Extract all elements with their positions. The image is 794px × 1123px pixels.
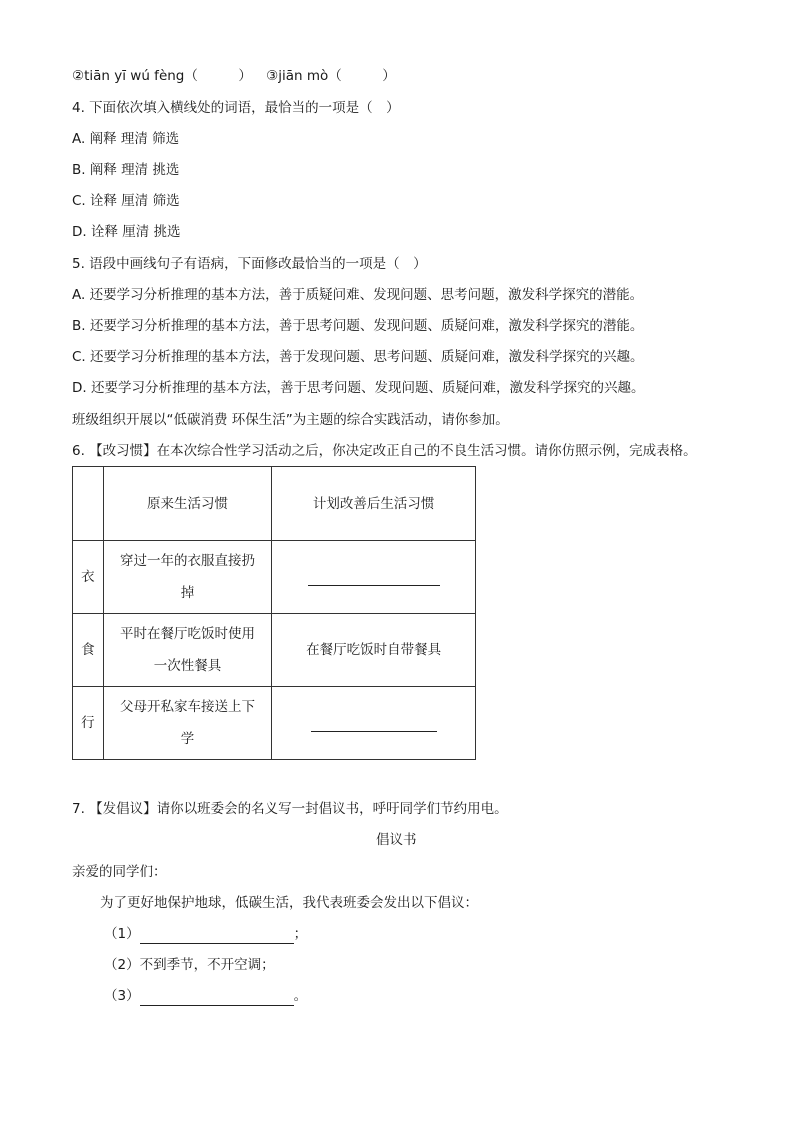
answer-blank-clothing[interactable]: [308, 569, 440, 586]
q4-option-c[interactable]: C. 诠释 厘清 筛选: [72, 193, 180, 209]
row-original-clothing: 穿过一年的衣服直接扔掉: [120, 553, 255, 601]
item-1-punct: ；: [293, 926, 308, 942]
table-header-corner: [73, 467, 104, 541]
q4-option-b[interactable]: B. 阐释 理清 挑选: [72, 162, 180, 178]
q3-row: [72, 66, 396, 86]
item-1-number: （1）: [104, 926, 140, 942]
q5-option-d[interactable]: D. 还要学习分析推理的基本方法，善于思考问题、发现问题、质疑问难，激发科学探究的兴趣。: [72, 380, 645, 396]
proposal-title: 倡议书: [376, 832, 417, 848]
item-3-number: （3）: [104, 988, 140, 1004]
answer-blank-item-1[interactable]: [140, 929, 294, 944]
item-3-punct: 。: [293, 988, 308, 1004]
row-label-clothing: 衣: [73, 541, 104, 614]
q5-option-c[interactable]: C. 还要学习分析推理的基本方法，善于发现问题、思考问题、质疑问难，激发科学探究的兴趣。: [72, 349, 644, 365]
row-label-food: 食: [73, 614, 104, 687]
q5-option-a[interactable]: A. 还要学习分析推理的基本方法，善于质疑问难、发现问题、思考问题，激发科学探究的潜能。: [72, 287, 644, 303]
q5-option-b[interactable]: B. 还要学习分析推理的基本方法，善于思考问题、发现问题、质疑问难，激发科学探究的潜能。: [72, 318, 644, 334]
proposal-item-1: [104, 924, 307, 944]
proposal-opening: 为了更好地保护地球，低碳生活，我代表班委会发出以下倡议：: [100, 895, 478, 911]
habit-table: [72, 466, 476, 760]
row-original-food: 平时在餐厅吃饭时使用一次性餐具: [120, 626, 255, 674]
row-label-travel: 行: [73, 687, 104, 760]
row-original-travel: 父母开私家车接送上下学: [120, 699, 255, 747]
proposal-item-2: （2）不到季节，不开空调；: [104, 957, 275, 973]
table-row: [73, 687, 476, 760]
q4-stem: 4. 下面依次填入横线处的词语，最恰当的一项是（ ）: [72, 100, 400, 116]
table-header-row: [73, 467, 476, 541]
answer-blank-travel[interactable]: [311, 715, 437, 732]
table-header-original: 原来生活习惯: [103, 467, 272, 541]
q3-item-3: ③jiān mò（ ）: [266, 68, 396, 84]
q7-stem: 7. 【发倡议】请你以班委会的名义写一封倡议书，呼吁同学们节约用电。: [72, 801, 508, 817]
table-header-improved: 计划改善后生活习惯: [272, 467, 476, 541]
proposal-salutation: 亲爱的同学们：: [72, 864, 167, 880]
q4-option-a[interactable]: A. 阐释 理清 筛选: [72, 131, 180, 147]
q4-option-d[interactable]: D. 诠释 厘清 挑选: [72, 224, 181, 240]
answer-blank-item-3[interactable]: [140, 991, 294, 1006]
table-row: [73, 614, 476, 687]
q5-stem: 5. 语段中画线句子有语病，下面修改最恰当的一项是（ ）: [72, 256, 427, 272]
row-improved-food: 在餐厅吃饭时自带餐具: [272, 614, 476, 687]
proposal-item-3: [104, 986, 307, 1006]
table-row: [73, 541, 476, 614]
activity-intro: 班级组织开展以“低碳消费 环保生活”为主题的综合实践活动，请你参加。: [72, 412, 509, 428]
q6-stem: 6. 【改习惯】在本次综合性学习活动之后，你决定改正自己的不良生活习惯。请你仿照示例，完成表格。: [72, 443, 697, 459]
q3-item-2: ②tiān yī wú fèng（ ）: [72, 68, 252, 84]
